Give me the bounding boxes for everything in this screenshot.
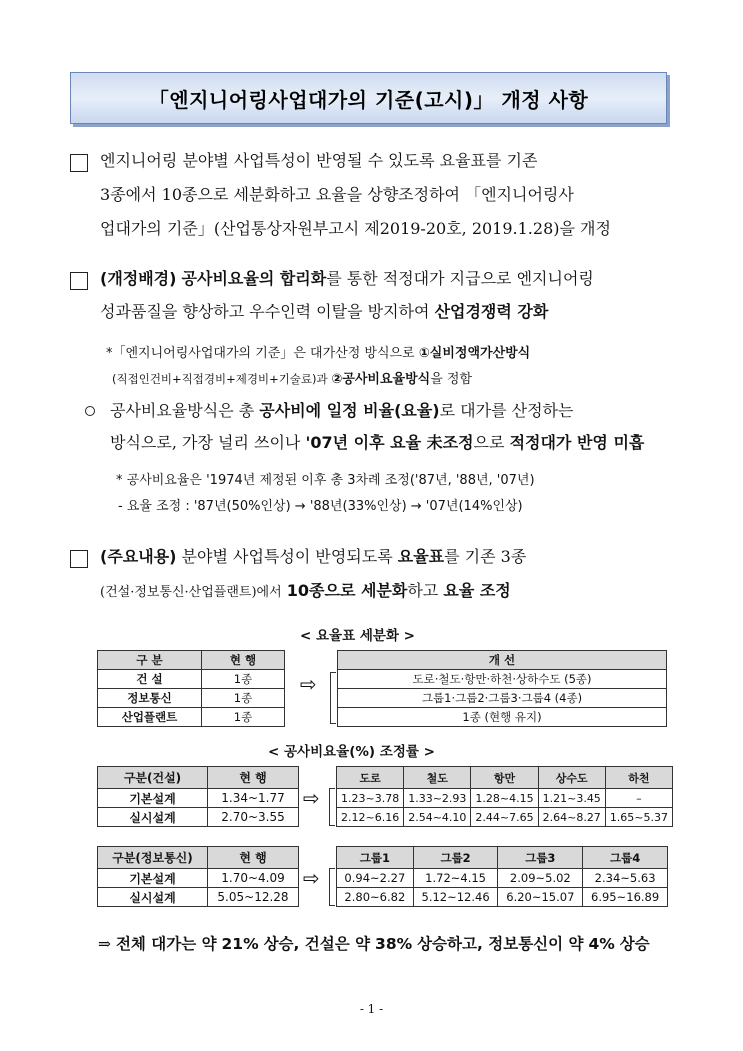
table2-cell: 기본설계: [98, 789, 208, 808]
table-row: [338, 708, 667, 727]
sec3-line1-bold: 공사비에 일정 비율(요율): [259, 401, 440, 420]
table2-caption: < 공사비요율(%) 조정률 >: [268, 744, 435, 760]
table1-cell: 도로·철도·항만·하천·상하수도 (5종): [338, 670, 667, 689]
sec3-note1: * 공사비요율은 '1974년 제정된 이후 총 3차례 조정('87년, '88년, '07년): [116, 473, 535, 488]
sec4-line1-pre: 분야별 사업특성이 반영되도록: [181, 547, 393, 566]
table3-header-cell: 그룹1: [337, 847, 414, 869]
table1-right: [337, 650, 667, 727]
sec2-line2: [100, 299, 548, 322]
table2-header-cell: 구분(건설): [98, 767, 208, 789]
table3-right: [336, 846, 668, 907]
right-arrow-icon: ⇨: [303, 866, 320, 890]
sec2-line2-pre: 성과품질을 향상하고 우수인력 이탈을 방지하여: [100, 302, 430, 321]
conclusion: [98, 932, 650, 954]
sec3-line2-pre: 방식으로, 가장 널리 쓰이나: [110, 433, 301, 452]
conclusion-v1: 21%: [221, 935, 259, 953]
right-arrow-icon: ⇨: [300, 672, 317, 696]
bracket-divider: [329, 868, 335, 906]
sec2-bold1: 공사비요율의 합리화: [181, 269, 327, 288]
sec2-note1-bold: ①실비정액가산방식: [418, 346, 531, 361]
square-bullet-icon: [70, 272, 88, 290]
table3-cell: 6.95~16.89: [583, 888, 668, 907]
sec2-note1: [106, 342, 530, 361]
table3-cell: 6.20~15.07: [498, 888, 583, 907]
table1-cell: 산업플랜트: [98, 708, 202, 727]
sec4-line2-bold: 10종으로 세분화: [286, 581, 408, 600]
table3-cell: 2.34~5.63: [583, 869, 668, 888]
table3-cell: 실시설계: [98, 888, 208, 907]
sec2-note2-pre: (직접인건비+직접경비+제경비+기술료)과: [112, 372, 328, 386]
table-row: [98, 708, 285, 727]
table2-cell: 2.44~7.65: [471, 808, 538, 827]
table2-cell: 1.28~4.15: [471, 789, 538, 808]
sec4-line1: [100, 544, 526, 567]
square-bullet-icon: [70, 154, 88, 172]
page-number: - 1 -: [359, 1002, 384, 1016]
sec2-note2: [112, 368, 472, 387]
table1-cell: 1종 (현행 유지): [338, 708, 667, 727]
table3-header-cell: 그룹3: [498, 847, 583, 869]
table2-header-cell: 하천: [605, 767, 672, 789]
table2-left: [97, 766, 299, 827]
table2-header-cell: 항만: [471, 767, 538, 789]
sec3-line1-post: 로 대가를 산정하는: [439, 401, 574, 420]
table3-cell: 1.72~4.15: [413, 869, 498, 888]
table-row: [337, 808, 673, 827]
sec4-line1-bold: 요율표: [397, 547, 445, 566]
square-bullet-icon: [70, 550, 88, 568]
table3-cell: 기본설계: [98, 869, 208, 888]
bracket-divider: [330, 672, 336, 724]
table-row: [98, 869, 299, 888]
sec3-line2-bold1: '07년 이후 요율 未조정: [305, 433, 474, 452]
table-row: [98, 670, 285, 689]
conclusion-p1: 전체 대가는 약: [115, 935, 217, 953]
table1-cell: 1종: [202, 670, 285, 689]
sec3-line1-pre: 공사비요율방식은 총: [110, 401, 255, 420]
circle-bullet-icon: [85, 406, 95, 416]
sec4-line2-bold2: 요율 조정: [443, 581, 511, 600]
table-row: [98, 689, 285, 708]
table3-header-cell: 그룹4: [583, 847, 668, 869]
table2-header-cell: 도로: [337, 767, 404, 789]
table1-header-cell: 구 분: [98, 651, 202, 670]
table2-cell: 1.21~3.45: [538, 789, 605, 808]
table-row: [337, 789, 673, 808]
table1-cell: 1종: [202, 689, 285, 708]
sec1-line2: 3종에서 10종으로 세분화하고 요율을 상향조정하여 「엔지니어링사: [100, 185, 574, 204]
table3-cell: 0.94~2.27: [337, 869, 414, 888]
page-title: 「엔지니어링사업대가의 기준(고시)」 개정 사항: [148, 87, 589, 112]
table3-header-cell: 그룹2: [413, 847, 498, 869]
sec4-line2-mid: 하고: [407, 581, 439, 600]
table3-cell: 2.09~5.02: [498, 869, 583, 888]
sec1-line3: 업대가의 기준」(산업통상자원부고시 제2019-20호, 2019.1.28)을 개정: [100, 219, 611, 238]
table-row: [338, 689, 667, 708]
table2-cell: 1.23~3.78: [337, 789, 404, 808]
sec4-line2: [100, 578, 511, 601]
table-row: [98, 789, 299, 808]
right-arrow-icon: ⇨: [303, 786, 320, 810]
table2-cell: 2.12~6.16: [337, 808, 404, 827]
table2-cell: 2.70~3.55: [208, 808, 299, 827]
table1-cell: 건 설: [98, 670, 202, 689]
table1-left: [97, 650, 285, 727]
table-row: [98, 888, 299, 907]
sec2-line1: [100, 266, 594, 289]
conclusion-p2: 상승, 건설은 약: [263, 935, 371, 953]
sec4-line1-post: 를 기존 3종: [444, 547, 527, 566]
table-row: [98, 808, 299, 827]
table-row: [337, 888, 668, 907]
conclusion-v3: 4%: [588, 935, 615, 953]
double-arrow-icon: ⇒: [98, 935, 111, 953]
sec3-line1: [110, 398, 573, 421]
table1-header-cell: 현 행: [202, 651, 285, 670]
table1-header-cell: 개 선: [338, 651, 667, 670]
sec4-line2-pre: (건설·정보통신·산업플랜트)에서: [100, 585, 282, 600]
table1-cell: 그룹1·그룹2·그룹3·그룹4 (4종): [338, 689, 667, 708]
sec3-line2-bold2: 적정대가 반영 미흡: [509, 433, 645, 452]
table3-cell: 2.80~6.82: [337, 888, 414, 907]
bracket-divider: [329, 788, 335, 826]
table1-caption: < 요율표 세분화 >: [300, 628, 415, 644]
table3-header-cell: 구분(정보통신): [98, 847, 208, 869]
page-title-box: [70, 72, 667, 124]
sec3-line2-mid: 으로: [473, 433, 505, 452]
sec2-note1-pre: *「엔지니어링사업대가의 기준」은 대가산정 방식으로: [106, 346, 415, 361]
table2-cell: 1.65~5.37: [605, 808, 672, 827]
sec2-label: (개정배경): [100, 269, 177, 288]
table-row: [337, 869, 668, 888]
sec2-line1-rest: 를 통한 적정대가 지급으로 엔지니어링: [326, 269, 594, 288]
sec3-line2: [110, 430, 644, 453]
sec2-bold2: 산업경쟁력 강화: [434, 302, 549, 321]
table-row: [338, 670, 667, 689]
conclusion-v2: 38%: [375, 935, 413, 953]
sec4-label: (주요내용): [100, 547, 177, 566]
table2-cell: 2.54~4.10: [404, 808, 471, 827]
table2-cell: 실시설계: [98, 808, 208, 827]
sec1-line1: 엔지니어링 분야별 사업특성이 반영될 수 있도록 요율표를 기존: [100, 151, 538, 170]
table3-cell: 1.70~4.09: [208, 869, 299, 888]
table2-header-cell: 철도: [404, 767, 471, 789]
table1-cell: 1종: [202, 708, 285, 727]
sec2-note2-post: 을 정함: [430, 372, 473, 387]
table2-cell: –: [605, 789, 672, 808]
table3-left: [97, 846, 299, 907]
table2-right: [336, 766, 673, 827]
table2-cell: 2.64~8.27: [538, 808, 605, 827]
table1-cell: 정보통신: [98, 689, 202, 708]
sec2-note2-bold: ②공사비요율방식: [331, 372, 431, 387]
sec3-note2: - 요율 조정 : '87년(50%인상) → '88년(33%인상) → '07년(14%인상): [118, 499, 523, 514]
conclusion-p3: 상승하고, 정보통신이 약: [417, 935, 584, 953]
table3-header-cell: 현 행: [208, 847, 299, 869]
table3-cell: 5.05~12.28: [208, 888, 299, 907]
table2-cell: 1.34~1.77: [208, 789, 299, 808]
table2-cell: 1.33~2.93: [404, 789, 471, 808]
table2-header-cell: 상수도: [538, 767, 605, 789]
table2-header-cell: 현 행: [208, 767, 299, 789]
table3-cell: 5.12~12.46: [413, 888, 498, 907]
conclusion-p4: 상승: [619, 935, 650, 953]
